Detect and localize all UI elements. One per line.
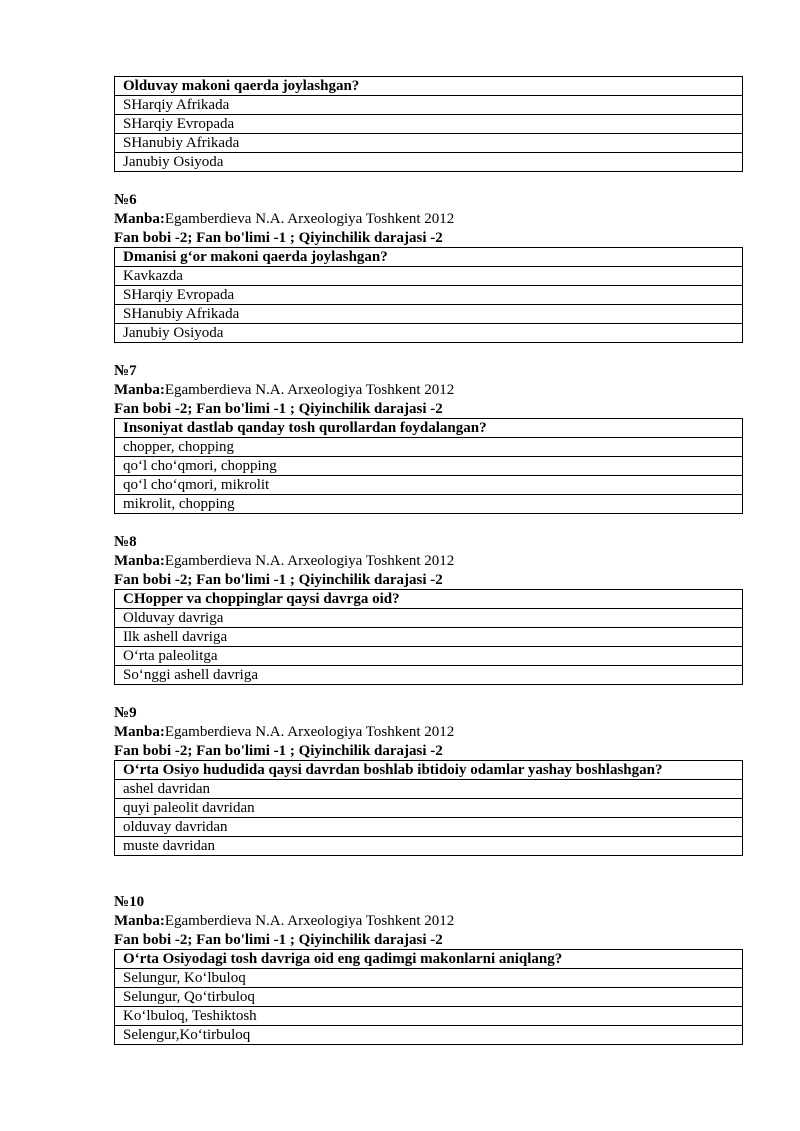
question-block-7 (114, 362, 743, 514)
answer-option: SHanubiy Afrikada (115, 134, 743, 153)
source-line (114, 552, 743, 571)
fan-line: Fan bobi -2; Fan bo'limi -1 ; Qiyinchilik darajasi -2 (114, 743, 443, 759)
answer-option: Selengur,Ko‘tirbuloq (115, 1026, 743, 1045)
question-block-6 (114, 191, 743, 343)
answer-option: SHanubiy Afrikada (115, 305, 743, 324)
fan-line: Fan bobi -2; Fan bo'limi -1 ; Qiyinchilik darajasi -2 (114, 572, 443, 588)
question-table (114, 760, 743, 856)
source-line (114, 912, 743, 931)
source-text: Egamberdieva N.A. Arxeologiya Toshkent 2012 (164, 913, 455, 929)
question-text: Insoniyat dastlab qanday tosh qurollardan foydalangan? (115, 419, 743, 438)
question-number: №6 (114, 192, 137, 208)
answer-option: So‘nggi ashell davriga (115, 666, 743, 685)
fan-line: Fan bobi -2; Fan bo'limi -1 ; Qiyinchilik darajasi -2 (114, 932, 443, 948)
answer-option: mikrolit, chopping (115, 495, 743, 514)
fan-line: Fan bobi -2; Fan bo'limi -1 ; Qiyinchilik darajasi -2 (114, 230, 443, 246)
answer-option: olduvay davridan (115, 818, 743, 837)
answer-option: SHarqiy Evropada (115, 115, 743, 134)
answer-option: Selungur, Ko‘lbuloq (115, 969, 743, 988)
question-number: №8 (114, 534, 137, 550)
answer-option: muste davridan (115, 837, 743, 856)
question-table (114, 76, 743, 172)
answer-option: chopper, chopping (115, 438, 743, 457)
question-text: O‘rta Osiyodagi tosh davriga oid eng qadimgi makonlarni aniqlang? (115, 950, 743, 969)
answer-option: Janubiy Osiyoda (115, 153, 743, 172)
source-text: Egamberdieva N.A. Arxeologiya Toshkent 2012 (164, 724, 455, 740)
answer-option: ashel davridan (115, 780, 743, 799)
source-label: Manba: (114, 211, 165, 227)
source-label: Manba: (114, 382, 165, 398)
answer-option: qo‘l cho‘qmori, mikrolit (115, 476, 743, 495)
answer-option: qo‘l cho‘qmori, chopping (115, 457, 743, 476)
question-block-9 (114, 704, 743, 856)
answer-option: Ko‘lbuloq, Teshiktosh (115, 1007, 743, 1026)
answer-option: SHarqiy Evropada (115, 286, 743, 305)
source-text: Egamberdieva N.A. Arxeologiya Toshkent 2012 (164, 553, 455, 569)
answer-option: Kavkazda (115, 267, 743, 286)
answer-option: Olduvay davriga (115, 609, 743, 628)
question-block-5 (114, 76, 743, 172)
question-number: №9 (114, 705, 137, 721)
question-text: Dmanisi g‘or makoni qaerda joylashgan? (115, 248, 743, 267)
question-number: №7 (114, 363, 137, 379)
question-table (114, 418, 743, 514)
answer-option: Selungur, Qo‘tirbuloq (115, 988, 743, 1007)
source-label: Manba: (114, 724, 165, 740)
answer-option: Ilk ashell davriga (115, 628, 743, 647)
question-text: Olduvay makoni qaerda joylashgan? (115, 77, 743, 96)
answer-option: quyi paleolit davridan (115, 799, 743, 818)
source-line (114, 210, 743, 229)
source-label: Manba: (114, 553, 165, 569)
answer-option: Janubiy Osiyoda (115, 324, 743, 343)
question-table (114, 247, 743, 343)
question-table (114, 949, 743, 1045)
question-table (114, 589, 743, 685)
question-block-8 (114, 533, 743, 685)
question-number: №10 (114, 894, 145, 910)
source-label: Manba: (114, 913, 165, 929)
answer-option: SHarqiy Afrikada (115, 96, 743, 115)
question-block-10 (114, 893, 743, 1045)
source-line (114, 381, 743, 400)
source-text: Egamberdieva N.A. Arxeologiya Toshkent 2012 (164, 382, 455, 398)
source-line (114, 723, 743, 742)
question-text: CHopper va choppinglar qaysi davrga oid? (115, 590, 743, 609)
answer-option: O‘rta paleolitga (115, 647, 743, 666)
fan-line: Fan bobi -2; Fan bo'limi -1 ; Qiyinchilik darajasi -2 (114, 401, 443, 417)
question-text: O‘rta Osiyo hududida qaysi davrdan boshlab ibtidoiy odamlar yashay boshlashgan? (115, 761, 743, 780)
source-text: Egamberdieva N.A. Arxeologiya Toshkent 2012 (164, 211, 455, 227)
